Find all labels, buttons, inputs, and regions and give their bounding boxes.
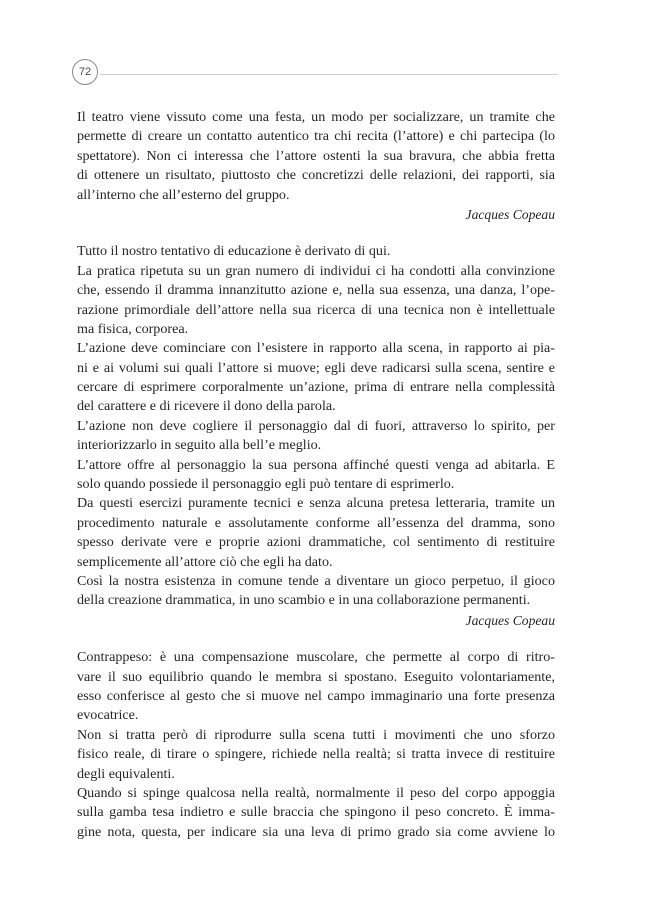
text-line: ma fisica, corporea. [77, 320, 189, 337]
page-number: 72 [72, 59, 98, 85]
text-line: L’attore offre al personaggio la sua persona affinché questi venga ad abitarla. E [77, 456, 555, 473]
text-line: procedimento naturale e assolutamente conforme all’essenza del dramma, sono [77, 514, 555, 531]
text-line: Il teatro viene vissuto come una festa, un modo per socializzare, un tramite che [77, 109, 555, 125]
text-line: di ottenere un risultato, piuttosto che concretizzi delle relazioni, dei rapporti, sia [77, 167, 555, 184]
text-line: del carattere e di ricevere il dono della parola. [77, 398, 336, 415]
text-line: cercare di esprimere corporalmente un’azione, prima di entrare nella complessità [77, 379, 555, 396]
text-line: degli equivalenti. [77, 765, 175, 782]
text-line: Contrappeso: è una compensazione muscolare, che permette al corpo di ritro- [77, 649, 555, 666]
text-line: gine nota, questa, per indicare sia una leva di primo grado sia come avviene lo [77, 823, 555, 840]
text-line: Quando si spinge qualcosa nella realtà, normalmente il peso del corpo appoggia [77, 784, 555, 801]
quote-attribution: Jacques Copeau [465, 612, 555, 628]
text-line: Non si tratta però di riprodurre sulla scena tutti i movimenti che uno sforzo [77, 726, 555, 743]
text-line: della creazione drammatica, in uno scambio e in una collaborazione permanenti. [77, 592, 531, 609]
text-line: all’interno che all’esterno del gruppo. [77, 186, 290, 203]
text-line: L’azione deve cominciare con l’esistere in rapporto alla scena, in rapporto ai pia- [77, 340, 555, 357]
text-section [77, 242, 555, 630]
text-section [77, 648, 555, 842]
text-line: interiorizzarlo in seguito alla bell’e meglio. [77, 437, 322, 454]
text-line: solo quando possiede il personaggio egli può tentare di esprimerlo. [77, 476, 455, 493]
text-line: ni e ai volumi sui quali l’attore si muove; egli deve radicarsi sulla scena, sentire e [77, 359, 555, 376]
text-line: vare il suo equilibrio quando le membra si spostano. Eseguito volontariamente, [77, 668, 555, 685]
text-line: La pratica ripetuta su un gran numero di individui ci ha condotti alla convinzione [77, 262, 555, 279]
page-body [77, 108, 555, 860]
quote-attribution: Jacques Copeau [465, 206, 555, 222]
text-line: fisico reale, di tirare o spingere, richiede nella realtà; si tratta invece di restituire [77, 746, 555, 763]
text-line: L’azione non deve cogliere il personaggio dal di fuori, attraverso lo spirito, per [77, 417, 555, 434]
text-line: spesso derivate vere e proprie azioni drammatiche, col sentimento di restituire [77, 534, 555, 551]
text-line: Così la nostra esistenza in comune tende a diventare un gioco perpetuo, il gioco [77, 572, 555, 589]
text-line: sulla gamba tesa indietro e sulle braccia che spingono il peso concreto. È imma- [77, 804, 555, 821]
text-line: esso conferisce al gesto che si muove nel campo immaginario una forte presenza [77, 687, 555, 704]
text-line: Da questi esercizi puramente tecnici e senza alcuna pretesa letteraria, tramite un [77, 495, 555, 512]
text-line: permette di creare un contatto autentico tra chi recita (l’attore) e chi partecipa (lo [77, 128, 555, 145]
page-header [62, 58, 558, 90]
text-section [77, 108, 555, 224]
text-line: spettatore). Non ci interessa che l’attore ostenti la sua bravura, che abbia fretta [77, 147, 555, 164]
text-line: evocatrice. [77, 707, 139, 724]
text-line: semplicemente all’attore ciò che egli ha dato. [77, 553, 333, 570]
header-rule [100, 74, 558, 75]
text-line: che, essendo il dramma innanzitutto azione e, nella sua essenza, una danza, l’ope- [77, 282, 555, 299]
text-line: razione primordiale dell’attore nella sua ricerca di una tecnica non è intellettuale [77, 301, 555, 318]
text-line: Tutto il nostro tentativo di educazione è derivato di qui. [77, 243, 391, 260]
